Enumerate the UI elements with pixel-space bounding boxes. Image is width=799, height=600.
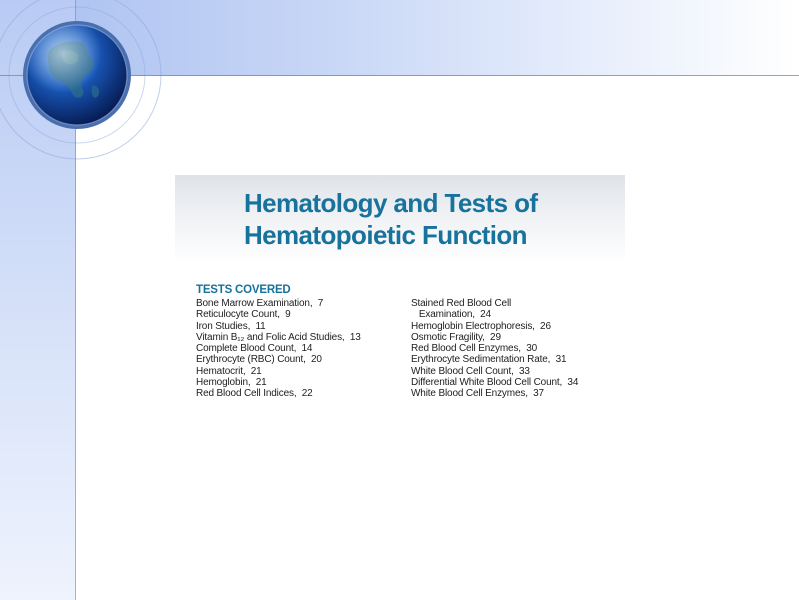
- list-item: Stained Red Blood Cell: [411, 298, 512, 309]
- globe-icon: [22, 20, 132, 130]
- list-item: Erythrocyte (RBC) Count, 20: [196, 354, 322, 366]
- list-item: White Blood Cell Count, 33: [411, 365, 530, 377]
- list-item: Erythrocyte Sedimentation Rate, 31: [411, 354, 567, 366]
- list-item: Examination, 24: [411, 309, 491, 321]
- list-item: Vitamin B₁₂ and Folic Acid Studies, 13: [196, 331, 361, 343]
- list-item: Red Blood Cell Enzymes, 30: [411, 343, 538, 355]
- list-item: Reticulocyte Count, 9: [196, 309, 291, 321]
- list-item: Bone Marrow Examination, 7: [196, 298, 324, 309]
- tests-list-left: [196, 298, 406, 400]
- page-title: [244, 187, 614, 251]
- title-line-2: Hematopoietic Function: [244, 220, 527, 250]
- textbook-excerpt: [175, 175, 625, 415]
- list-item: Hemoglobin Electrophoresis, 26: [411, 320, 551, 332]
- list-item: Differential White Blood Cell Count, 34: [411, 377, 579, 389]
- list-item: Red Blood Cell Indices, 22: [196, 388, 313, 400]
- title-line-1: Hematology and Tests of: [244, 188, 538, 218]
- list-item: White Blood Cell Enzymes, 37: [411, 388, 544, 400]
- section-heading: TESTS COVERED: [196, 284, 291, 296]
- list-item: Iron Studies, 11: [196, 320, 266, 332]
- list-item: Hematocrit, 21: [196, 365, 262, 377]
- list-item: Osmotic Fragility, 29: [411, 331, 501, 343]
- list-item: Hemoglobin, 21: [196, 377, 267, 389]
- list-item: Complete Blood Count, 14: [196, 343, 313, 355]
- tests-list-right: [411, 298, 625, 400]
